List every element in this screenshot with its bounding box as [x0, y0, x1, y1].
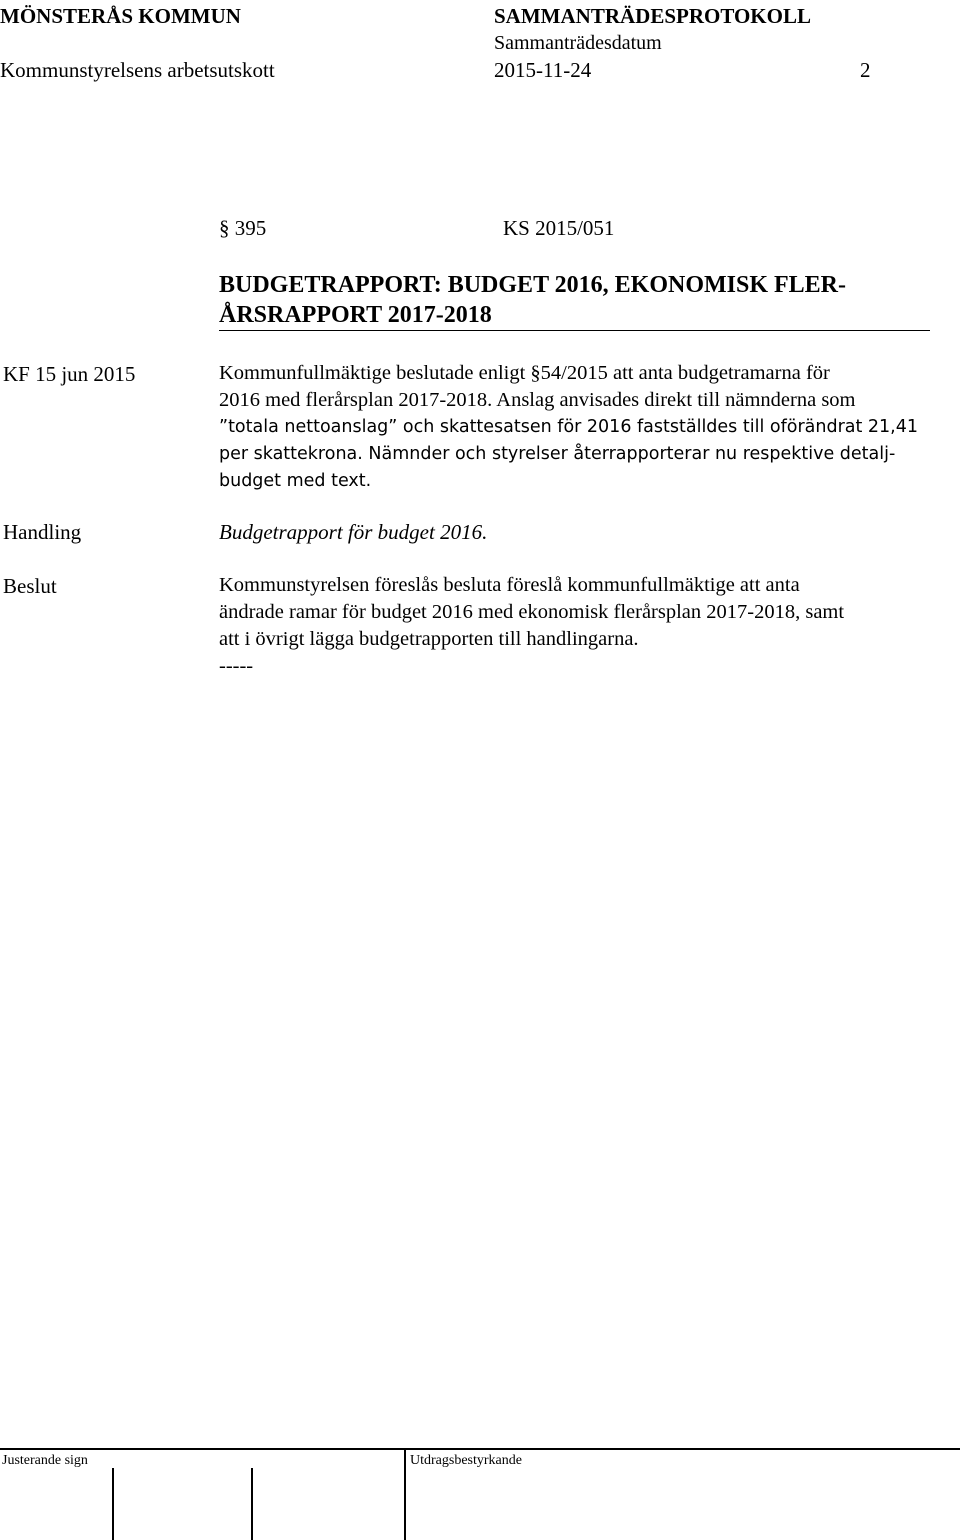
item-number-value: 395: [234, 216, 267, 240]
document-type: SAMMANTRÄDESPROTOKOLL: [494, 4, 811, 28]
decision-line: att i övrigt lägga budgetrapporten till handlingarna.: [219, 628, 639, 650]
background-line: Kommunfullmäktige beslutade enligt §54/2015 att anta budgetramarna för: [219, 362, 830, 384]
signature-box-divider: [404, 1450, 406, 1540]
extract-certified-label: Utdragsbestyrkande: [410, 1453, 522, 1468]
background-text: [219, 360, 941, 495]
page-number: 2: [860, 58, 871, 82]
item-title: [219, 270, 846, 330]
case-number: KS 2015/051: [503, 216, 615, 240]
item-title-line: ÅRSRAPPORT 2017-2018: [219, 302, 492, 328]
background-line: ”totala nettoanslag” och skattesatsen för 2016 fastställdes till oförändrat 21,41: [219, 417, 919, 437]
decision-end-marker: -----: [219, 655, 254, 677]
background-label: KF 15 jun 2015: [3, 362, 136, 386]
decision-line: ändrade ramar för budget 2016 med ekonomisk flerårsplan 2017-2018, samt: [219, 601, 845, 623]
committee-name: Kommunstyrelsens arbetsutskott: [0, 58, 275, 82]
item-number: [219, 216, 266, 241]
paragraph-symbol: §: [219, 216, 230, 240]
background-line: budget med text.: [219, 471, 372, 491]
handling-label: Handling: [3, 520, 82, 544]
handling-text: Budgetrapport för budget 2016.: [219, 520, 488, 544]
footer-top-rule: [0, 1448, 960, 1450]
background-line: 2016 med flerårsplan 2017-2018. Anslag anvisades direkt till nämnderna som: [219, 389, 856, 411]
title-underline: [219, 330, 930, 331]
item-title-line: BUDGETRAPPORT: BUDGET 2016, EKONOMISK FLER-: [219, 272, 846, 298]
decision-text: [219, 572, 941, 680]
signature-box-divider: [251, 1468, 253, 1540]
date-label: Sammanträdesdatum: [494, 32, 662, 54]
meeting-date: 2015-11-24: [494, 58, 592, 82]
adjuster-sign-label: Justerande sign: [2, 1453, 88, 1468]
decision-line: Kommunstyrelsen föreslås besluta föreslå kommunfullmäktige att anta: [219, 574, 800, 596]
signature-box-divider: [112, 1468, 114, 1540]
background-line: per skattekrona. Nämnder och styrelser återrapporterar nu respektive detalj-: [219, 444, 896, 464]
decision-label: Beslut: [3, 574, 57, 598]
municipality-name: MÖNSTERÅS KOMMUN: [0, 4, 241, 28]
